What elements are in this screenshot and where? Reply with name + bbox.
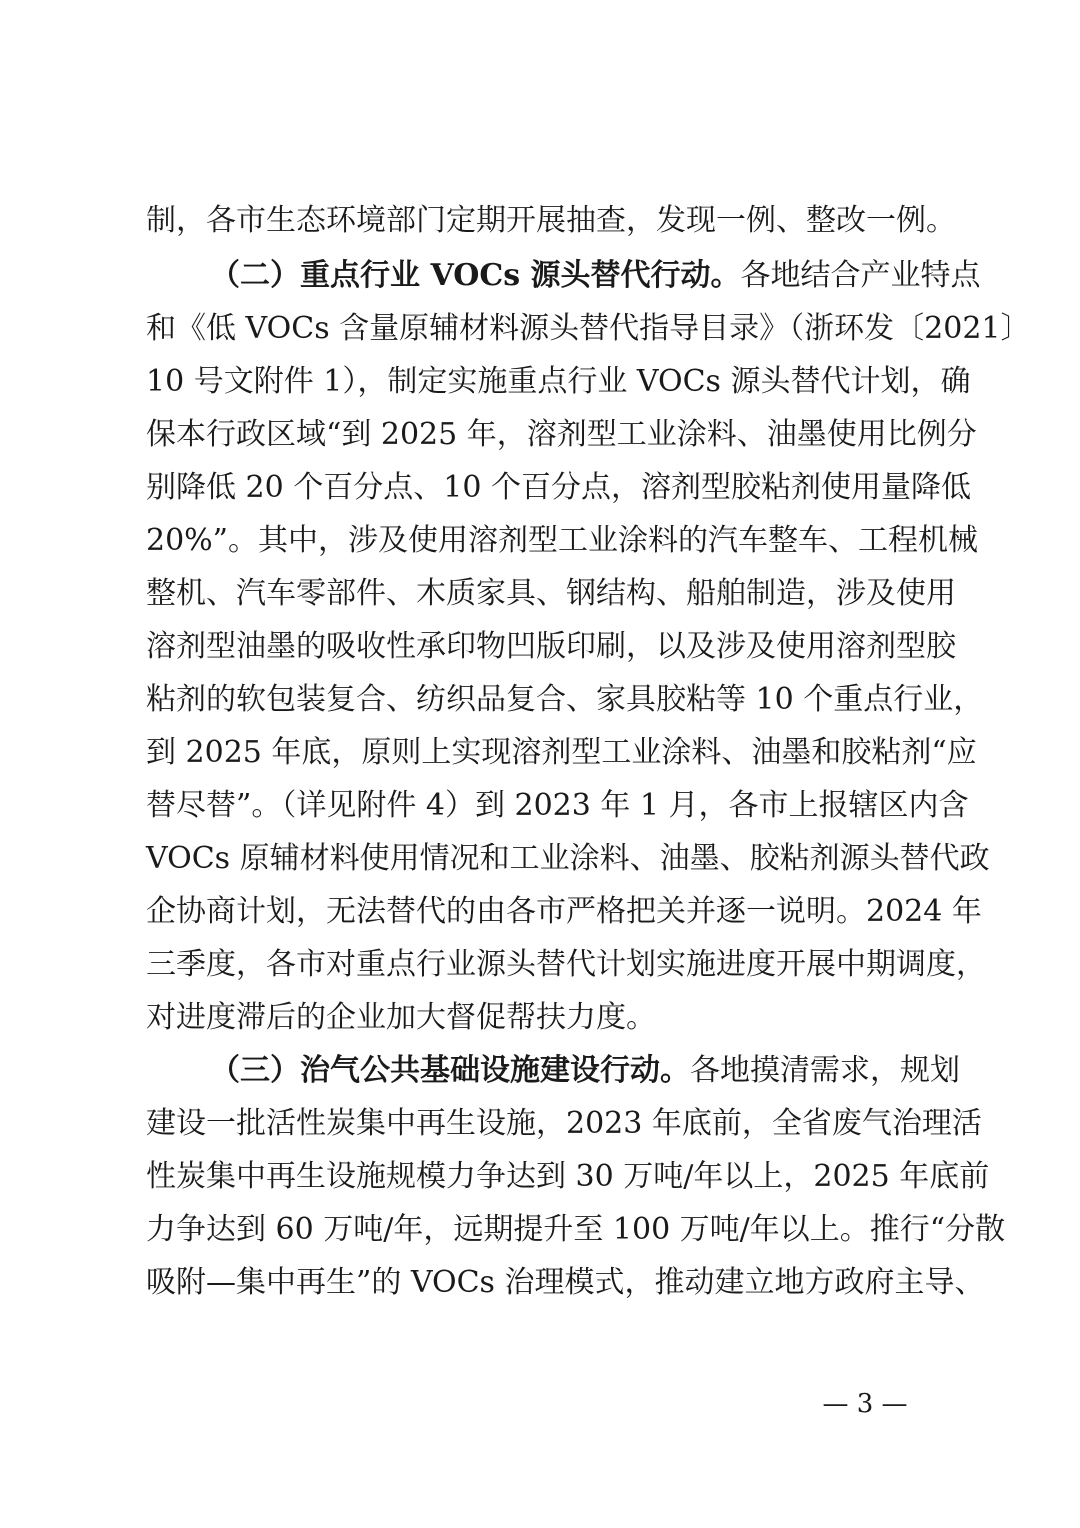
paragraph-line: 建设一批活性炭集中再生设施，2023 年底前，全省废气治理活 bbox=[146, 1106, 982, 1141]
section-heading: （三）治气公共基础设施建设行动。 bbox=[210, 1053, 690, 1088]
paragraph-line: 整机、汽车零部件、木质家具、钢结构、船舶制造，涉及使用 bbox=[146, 576, 956, 611]
paragraph-line: 保本行政区域“到 2025 年，溶剂型工业涂料、油墨使用比例分 bbox=[146, 417, 977, 452]
paragraph-line: 制，各市生态环境部门定期开展抽查，发现一例、整改一例。 bbox=[146, 203, 956, 238]
paragraph-line: 10 号文附件 1），制定实施重点行业 VOCs 源头替代计划，确 bbox=[146, 364, 971, 399]
paragraph-line: 力争达到 60 万吨/年，远期提升至 100 万吨/年以上。推行“分散 bbox=[146, 1212, 1006, 1247]
paragraph-line: 和《低 VOCs 含量原辅材料源头替代指导目录》（浙环发〔2021〕 bbox=[146, 311, 1031, 346]
paragraph-line: 20%”。其中，涉及使用溶剂型工业涂料的汽车整车、工程机械 bbox=[146, 523, 979, 558]
paragraph-line: 替尽替”。（详见附件 4）到 2023 年 1 月，各市上报辖区内含 bbox=[146, 788, 969, 823]
paragraph-line: 企协商计划，无法替代的由各市严格把关并逐一说明。2024 年 bbox=[146, 894, 982, 929]
paragraph-line: 溶剂型油墨的吸收性承印物凹版印刷，以及涉及使用溶剂型胶 bbox=[146, 629, 956, 664]
section-heading-line bbox=[210, 1045, 960, 1097]
paragraph-line: 吸附—集中再生”的 VOCs 治理模式，推动建立地方政府主导、 bbox=[146, 1265, 985, 1300]
paragraph-line: 粘剂的软包装复合、纺织品复合、家具胶粘等 10 个重点行业， bbox=[146, 682, 984, 717]
paragraph-line: VOCs 原辅材料使用情况和工业涂料、油墨、胶粘剂源头替代政 bbox=[146, 841, 990, 876]
paragraph-text: 各地摸清需求，规划 bbox=[690, 1053, 960, 1088]
paragraph-line: 到 2025 年底，原则上实现溶剂型工业涂料、油墨和胶粘剂“应 bbox=[146, 735, 977, 770]
paragraph-text: 各地结合产业特点 bbox=[740, 258, 981, 293]
section-heading: （二）重点行业 VOCs 源头替代行动。 bbox=[210, 258, 741, 293]
paragraph-line: 性炭集中再生设施规模力争达到 30 万吨/年以上，2025 年底前 bbox=[146, 1159, 990, 1194]
paragraph-line: 对进度滞后的企业加大督促帮扶力度。 bbox=[146, 1000, 656, 1035]
section-heading-line bbox=[210, 250, 981, 302]
page-number: — 3 — bbox=[822, 1389, 908, 1419]
paragraph-line: 别降低 20 个百分点、10 个百分点，溶剂型胶粘剂使用量降低 bbox=[146, 470, 971, 505]
paragraph-line: 三季度，各市对重点行业源头替代计划实施进度开展中期调度， bbox=[146, 947, 986, 982]
